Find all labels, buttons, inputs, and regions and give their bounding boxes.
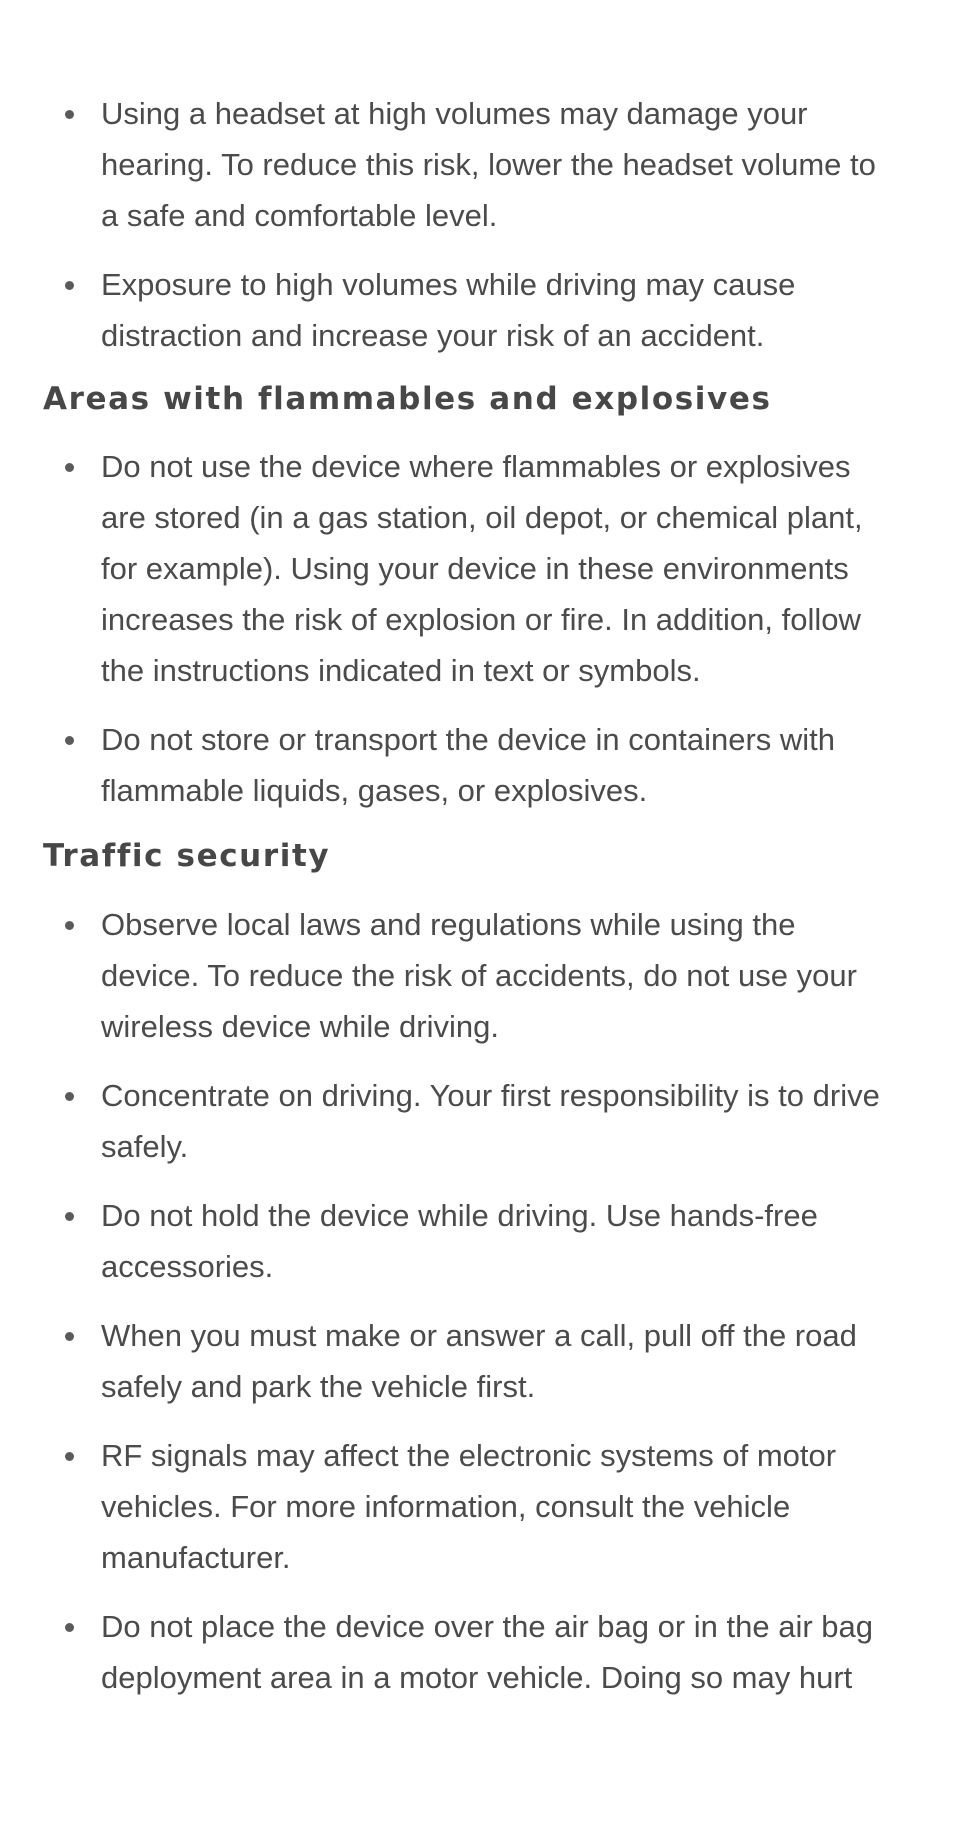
list-item [43,259,894,361]
list-item [43,714,894,816]
bullet-icon [65,921,74,930]
traffic-security-list [43,899,894,1703]
bullet-icon [65,281,74,290]
list-item-text: RF signals may affect the electronic systems of motor vehicles. For more information, consult the vehicle manufacturer. [101,1437,837,1575]
list-item [43,1430,894,1583]
list-item [43,1190,894,1292]
bullet-icon [65,110,74,119]
bullet-icon [65,1092,74,1101]
bullet-icon [65,463,74,472]
list-item-text: Do not hold the device while driving. Use hands-free accessories. [101,1197,818,1284]
list-item [43,1070,894,1172]
list-item [43,441,894,696]
bullet-icon [65,736,74,745]
list-item-text: Using a headset at high volumes may damage your hearing. To reduce this risk, lower the headset volume to a safe and comfortable level. [101,96,876,233]
section-heading-flammables: Areas with flammables and explosives [43,381,772,417]
bullet-icon [65,1452,74,1461]
list-item [43,899,894,1052]
list-item-text: Do not place the device over the air bag or in the air bag deployment area in a motor vehicle. Doing so may hurt [101,1608,874,1695]
bullet-icon [65,1332,74,1341]
bullet-icon [65,1212,74,1221]
list-item [43,88,894,241]
list-item [43,1310,894,1412]
list-item-text: Exposure to high volumes while driving may cause distraction and increase your risk of an accident. [101,267,796,353]
list-item-text: Do not use the device where flammables or explosives are stored (in a gas station, oil depot, or chemical plant, for example). Using your device in these environments increases the risk of explosion or fire. In addition, follow the instructions indicated in text or symbols. [101,449,863,689]
list-item-text: Do not store or transport the device in containers with flammable liquids, gases, or explosives. [101,722,836,809]
flammables-list [43,441,894,816]
headset-safety-list [43,88,894,361]
list-item-text: Concentrate on driving. Your first responsibility is to drive safely. [101,1077,880,1164]
list-item-text: When you must make or answer a call, pull off the road safely and park the vehicle first. [101,1317,857,1404]
section-heading-traffic: Traffic security [43,838,331,875]
list-item [43,1601,894,1703]
bullet-icon [65,1623,74,1632]
list-item-text: Observe local laws and regulations while using the device. To reduce the risk of accidents, do not use your wireless device while driving. [101,906,857,1044]
